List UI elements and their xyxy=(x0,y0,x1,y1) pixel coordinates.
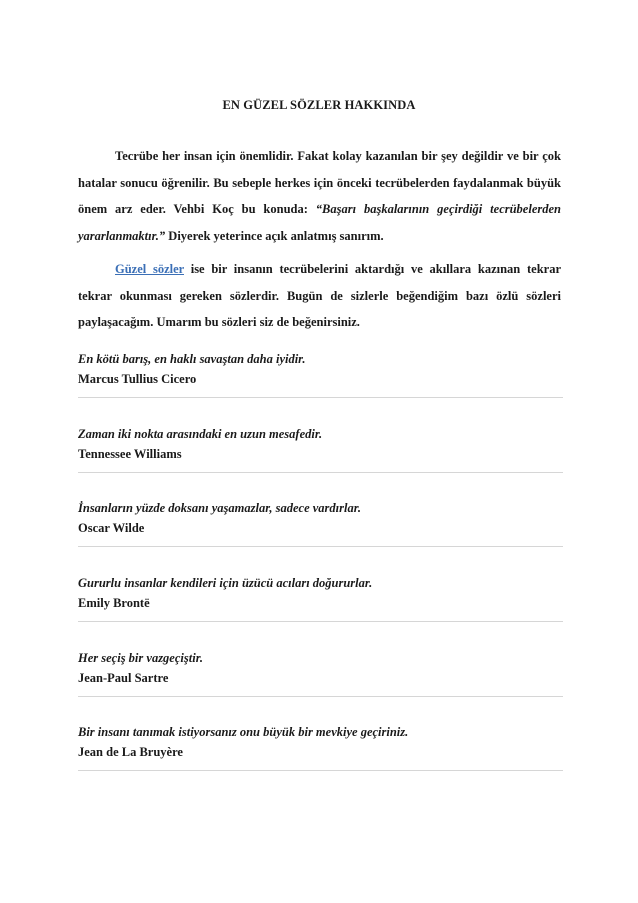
quote-item xyxy=(78,573,563,613)
divider xyxy=(78,621,563,622)
intro-paragraph xyxy=(78,143,561,249)
quote-author: Jean de La Bruyère xyxy=(78,745,183,759)
quote-item xyxy=(78,349,563,389)
intro-quote: “Başarı başkalarının geçirdiği tecrübelerden yararlanmaktır.” xyxy=(78,202,561,243)
quote-text: Bir insanı tanımak istiyorsanız onu büyük bir mevkiye geçiriniz. xyxy=(78,725,409,739)
divider xyxy=(78,472,563,473)
quote-text: Her seçiş bir vazgeçiştir. xyxy=(78,651,203,665)
second-paragraph xyxy=(78,256,561,336)
quote-item xyxy=(78,424,563,464)
quote-author: Tennessee Williams xyxy=(78,447,182,461)
quote-item xyxy=(78,498,563,538)
quote-author: Emily Brontë xyxy=(78,596,150,610)
quote-text: İnsanların yüzde doksanı yaşamazlar, sadece vardırlar. xyxy=(78,501,362,515)
divider xyxy=(78,546,563,547)
quote-text: Gururlu insanlar kendileri için üzücü acıları doğururlar. xyxy=(78,576,373,590)
page-title: EN GÜZEL SÖZLER HAKKINDA xyxy=(222,98,416,112)
quote-item xyxy=(78,722,563,762)
intro-text-1: Tecrübe her insan için önemlidir. Fakat kolay kazanılan bir şey değildir ve bir çok hatalar sonucu öğrenilir. Bu sebeple herkes için önceki tecrübelerden faydalanmak büyük önem arz eder. Vehbi Koç bu konuda: xyxy=(78,149,561,216)
quote-item xyxy=(78,648,563,688)
divider xyxy=(78,397,563,398)
quote-author: Jean-Paul Sartre xyxy=(78,671,169,685)
quote-author: Marcus Tullius Cicero xyxy=(78,372,197,386)
guzel-sozler-link[interactable]: Güzel sözler xyxy=(115,262,184,276)
quote-author: Oscar Wilde xyxy=(78,521,145,535)
second-text: ise bir insanın tecrübelerini aktardığı ve akıllara kazınan tekrar tekrar okunması gereken sözlerdir. Bugün de sizlerle beğendiğim bazı özlü sözleri paylaşacağım. Umarım bu sözleri siz de beğenirsiniz. xyxy=(78,262,562,329)
divider xyxy=(78,770,563,771)
divider xyxy=(78,696,563,697)
quote-text: Zaman iki nokta arasındaki en uzun mesafedir. xyxy=(78,427,323,441)
quote-text: En kötü barış, en haklı savaştan daha iyidir. xyxy=(78,352,306,366)
intro-text-2: Diyerek yeterince açık anlatmış sanırım. xyxy=(165,228,384,243)
